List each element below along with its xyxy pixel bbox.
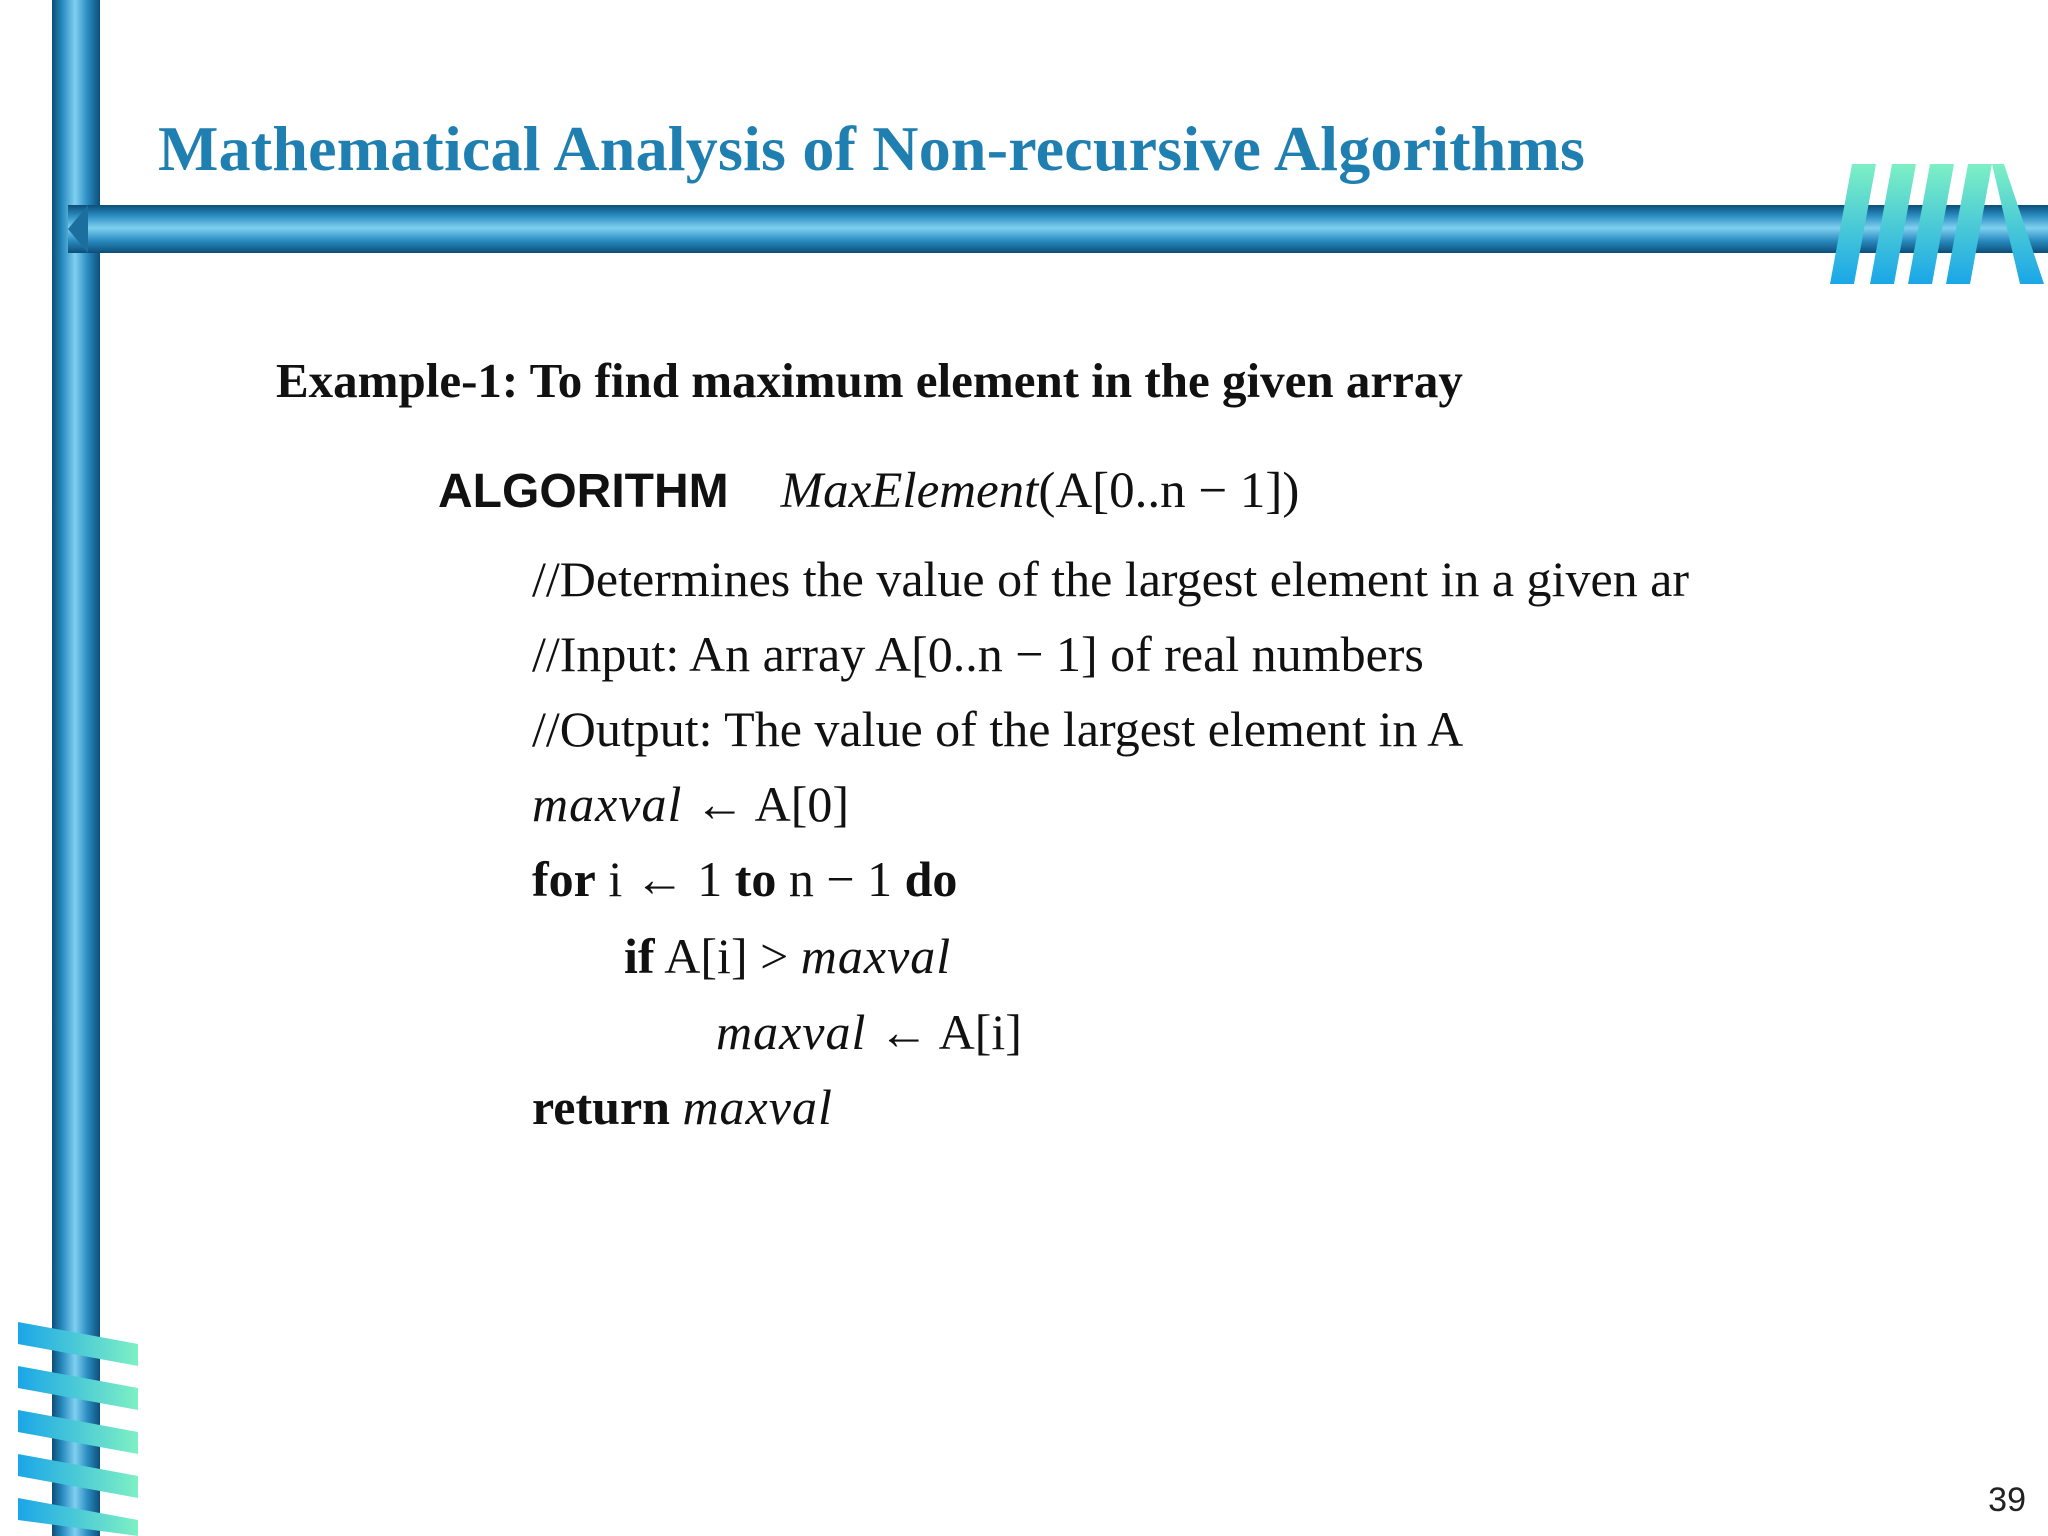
to-keyword: to [734, 851, 777, 907]
code-line-for [532, 850, 957, 908]
code-line-init [532, 775, 849, 833]
comment-output: //Output: The value of the largest element in A [532, 701, 1464, 757]
if-keyword: if [624, 928, 655, 984]
algorithm-header [438, 462, 1299, 520]
init-variable: maxval [532, 776, 683, 832]
for-keyword: for [532, 851, 596, 907]
init-assignment: ← A[0] [682, 776, 850, 832]
comment-input: //Input: An array A[0..n − 1] of real numbers [532, 626, 1424, 682]
slide-title: Mathematical Analysis of Non-recursive Algorithms [158, 113, 1586, 184]
bar-arrow-tip [68, 205, 88, 253]
code-line-if [624, 927, 951, 985]
if-condition: A[i] > [654, 928, 801, 984]
decorative-stripes-bottom [12, 1320, 142, 1536]
title-underline-bar [68, 205, 2048, 253]
algorithm-name: MaxElement [780, 463, 1039, 519]
comment-determines: //Determines the value of the largest element in a given ar [532, 551, 1689, 607]
do-keyword: do [904, 851, 958, 907]
for-init: i ← 1 [595, 851, 735, 907]
example-heading: Example-1: To find maximum element in the given array [276, 353, 1463, 408]
code-line-return [532, 1078, 833, 1136]
assign-expression: ← A[i] [866, 1004, 1022, 1060]
algorithm-signature [781, 463, 1300, 519]
return-keyword: return [532, 1079, 670, 1135]
assign-variable: maxval [716, 1004, 867, 1060]
algorithm-params: (A[0..n − 1]) [1038, 463, 1300, 519]
return-variable: maxval [682, 1079, 833, 1135]
code-line-assign [716, 1003, 1022, 1061]
decorative-stripes-logo [1830, 160, 2048, 288]
algorithm-keyword: ALGORITHM [438, 465, 729, 518]
if-variable: maxval [800, 928, 952, 984]
page-number: 39 [1988, 1481, 2026, 1519]
for-bound: n − 1 [776, 851, 905, 907]
